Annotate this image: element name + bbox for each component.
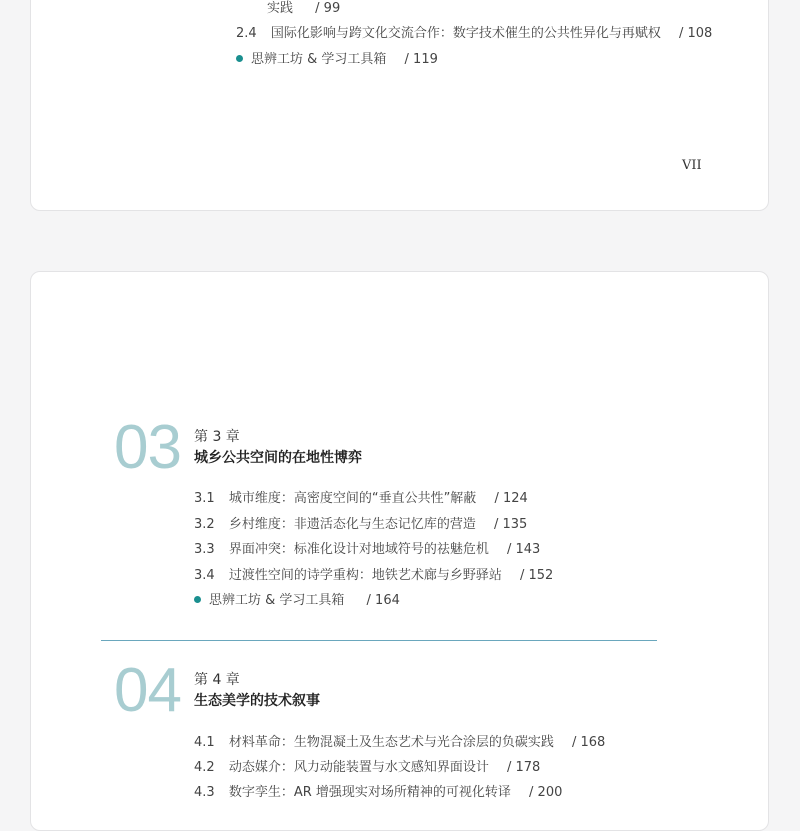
toc-entry-page: / 152 xyxy=(519,568,554,583)
toc-entry-number: 3.4 xyxy=(194,568,215,583)
toc-entry-page: / 178 xyxy=(506,760,541,775)
toc-entry-page: / 168 xyxy=(571,735,606,750)
toc-entry-text: 城市维度：高密度空间的“垂直公共性”解蔽 xyxy=(228,491,477,506)
toc-entry-3-3 xyxy=(194,542,540,558)
toc-entry-number: 3.1 xyxy=(194,491,215,506)
toc-entry-page: / 143 xyxy=(506,542,541,557)
chapter-label: 第 4 章 xyxy=(194,672,240,688)
bullet-dot-icon xyxy=(236,55,243,62)
bullet-dot-icon xyxy=(194,596,201,603)
toc-entry-page: / 124 xyxy=(494,491,528,506)
toc-entry-number: 4.1 xyxy=(194,735,215,750)
toc-entry-number: 2.4 xyxy=(236,26,257,41)
toc-entry-page: / 135 xyxy=(493,517,528,532)
toc-entry-page: / 99 xyxy=(315,1,341,16)
toc-entry-3-4 xyxy=(194,568,553,584)
toc-entry-text: 材料革命：生物混凝土及生态艺术与光合涂层的负碳实践 xyxy=(228,735,554,750)
chapter-title: 城乡公共空间的在地性博弈 xyxy=(194,450,362,466)
toc-entry-text: 数字孪生：AR 增强现实对场所精神的可视化转译 xyxy=(228,785,511,800)
chapter-label: 第 3 章 xyxy=(194,429,240,445)
toc-entry-workshop xyxy=(194,593,400,609)
chapter-title: 生态美学的技术叙事 xyxy=(194,693,320,709)
toc-entry-number: 3.3 xyxy=(194,542,215,557)
toc-entry-text: 国际化影响与跨文化交流合作：数字技术催生的公共性异化与再赋权 xyxy=(270,26,661,41)
toc-entry-text: 界面冲突：标准化设计对地域符号的祛魅危机 xyxy=(228,542,489,557)
toc-entry-workshop xyxy=(236,52,438,68)
toc-entry-3-1 xyxy=(194,491,528,507)
toc-entry-4-3 xyxy=(194,785,562,801)
chapter-number: 03 xyxy=(114,413,181,482)
toc-entry-text: 过渡性空间的诗学重构：地铁艺术廊与乡野驿站 xyxy=(228,568,502,583)
toc-entry-4-1 xyxy=(194,735,605,751)
toc-entry-text: 动态媒介：风力动能装置与水文感知界面设计 xyxy=(228,760,489,775)
toc-entry-continuation xyxy=(267,1,340,17)
toc-entry-3-2 xyxy=(194,517,527,533)
toc-entry-page: / 200 xyxy=(529,785,563,800)
toc-entry-page: / 108 xyxy=(678,26,713,41)
toc-entry-2-4 xyxy=(236,26,712,42)
page-number: VII xyxy=(682,158,702,173)
chapter-number: 04 xyxy=(114,656,181,725)
toc-entry-text: 乡村维度：非遗活态化与生态记忆库的营造 xyxy=(228,517,476,532)
toc-entry-number: 4.2 xyxy=(194,760,215,775)
toc-entry-text: 思辨工坊 & 学习工具箱 xyxy=(251,52,387,67)
toc-entry-number: 4.3 xyxy=(194,785,215,800)
toc-entry-number: 3.2 xyxy=(194,517,215,532)
toc-entry-text: 思辨工坊 & 学习工具箱 xyxy=(209,593,345,608)
toc-entry-4-2 xyxy=(194,760,540,776)
toc-entry-text: 实践 xyxy=(267,1,294,16)
toc-entry-page: / 164 xyxy=(366,593,400,608)
chapter-divider xyxy=(101,640,657,641)
toc-entry-page: / 119 xyxy=(404,52,438,67)
